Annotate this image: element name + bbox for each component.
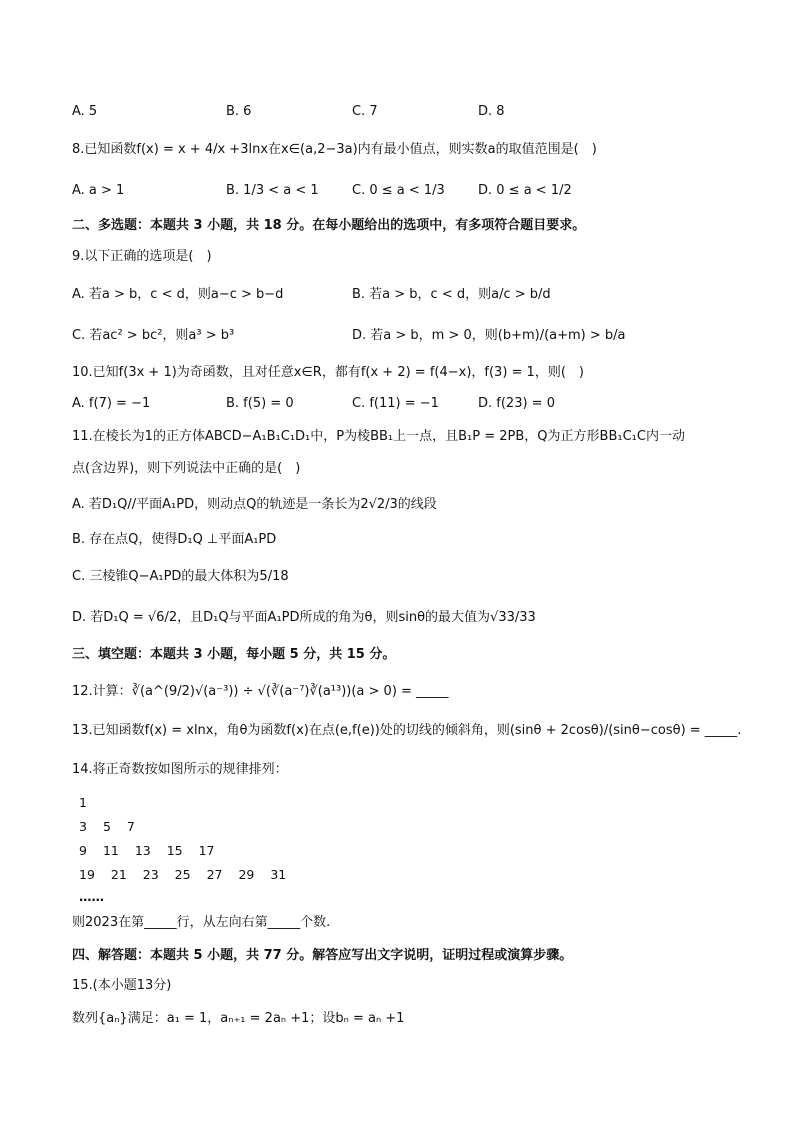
odd-number: 1 [79,795,87,810]
q10-option-c: C. f(11) = −1 [352,396,439,411]
q15-stem: 数列{aₙ}满足：a₁ = 1，aₙ₊₁ = 2aₙ +1；设bₙ = aₙ +1 [72,1011,405,1026]
odd-number: 23 [142,867,159,882]
odd-triangle-row-3 [79,843,227,858]
odd-number: 3 [79,819,87,834]
odd-number: 29 [238,867,255,882]
odd-number: 27 [206,867,223,882]
section-heading-solution: 四、解答题：本题共 5 小题，共 77 分。解答应写出文字说明，证明过程或演算步骤。 [72,948,573,963]
q11-stem-line1: 11.在棱长为1的正方体ABCD−A₁B₁C₁D₁中，P为棱BB₁上一点，且B₁P = 2PB，Q为正方形BB₁C₁C内一动 [72,429,685,444]
q9-option-b: B. 若a > b，c < d，则a/c > b/d [352,287,551,302]
odd-number: 21 [110,867,127,882]
q10-stem: 10.已知f(3x + 1)为奇函数，且对任意x∈R，都有f(x + 2) = f(4−x)，f(3) = 1，则( ) [72,365,584,380]
q13-stem: 13.已知函数f(x) = xlnx，角θ为函数f(x)在点(e,f(e))处的切线的倾斜角，则(sinθ + 2cosθ)/(sinθ−cosθ) = _____. [72,723,742,738]
odd-number: 17 [198,843,215,858]
odd-number: 31 [270,867,287,882]
q14-stem: 14.将正奇数按如图所示的规律排列： [72,762,288,777]
q14-question: 则2023在第_____行，从左向右第_____个数. [72,915,331,930]
q9-option-a: A. 若a > b，c < d，则a−c > b−d [72,287,284,302]
odd-number: 13 [134,843,151,858]
q11-option-c: C. 三棱锥Q−A₁PD的最大体积为5/18 [72,569,289,584]
section-heading-multiple-choice: 二、多选题：本题共 3 小题，共 18 分。在每小题给出的选项中，有多项符合题目要求。 [72,218,586,233]
q11-option-d: D. 若D₁Q = √6/2，且D₁Q与平面A₁PD所成的角为θ，则sinθ的最大值为√33/33 [72,610,536,625]
odd-triangle-row-4 [79,867,298,882]
q7-option-d: D. 8 [478,104,505,119]
q9-stem: 9.以下正确的选项是( ) [72,249,212,264]
odd-triangle-row-1 [79,795,99,810]
q8-option-c: C. 0 ≤ a < 1/3 [352,183,445,198]
odd-number: 15 [166,843,183,858]
odd-number: 11 [102,843,119,858]
q7-option-a: A. 5 [72,104,98,119]
q7-option-b: B. 6 [226,104,252,119]
q10-option-a: A. f(7) = −1 [72,396,151,411]
q11-option-a: A. 若D₁Q//平面A₁PD，则动点Q的轨迹是一条长为2√2/3的线段 [72,497,437,512]
q8-stem: 8.已知函数f(x) = x + 4/x +3lnx在x∈(a,2−3a)内有最小值点，则实数a的取值范围是( ) [72,142,597,157]
q12-stem: 12.计算：∛(a^(9/2)√(a⁻³)) ÷ √(∛(a⁻⁷)∛(a¹³))(a > 0) = _____ [72,684,449,699]
odd-number: 5 [102,819,111,834]
q8-option-b: B. 1/3 < a < 1 [226,183,319,198]
odd-number: 9 [79,843,87,858]
q11-option-b: B. 存在点Q，使得D₁Q ⊥平面A₁PD [72,532,277,547]
odd-triangle-row-2 [79,819,147,834]
q10-option-d: D. f(23) = 0 [478,396,555,411]
q10-option-b: B. f(5) = 0 [226,396,294,411]
q15-title: 15.(本小题13分) [72,978,172,993]
odd-triangle-ellipsis: …… [79,889,104,904]
q9-option-c: C. 若ac² > bc²，则a³ > b³ [72,328,235,343]
q11-stem-line2: 点(含边界)，则下列说法中正确的是( ) [72,461,301,476]
q9-option-d: D. 若a > b，m > 0，则(b+m)/(a+m) > b/a [352,328,626,343]
q7-option-c: C. 7 [352,104,378,119]
odd-number: 7 [126,819,135,834]
q8-option-d: D. 0 ≤ a < 1/2 [478,183,572,198]
odd-number: 19 [79,867,95,882]
section-heading-fill-blank: 三、填空题：本题共 3 小题，每小题 5 分，共 15 分。 [72,647,396,662]
odd-number: 25 [174,867,191,882]
q8-option-a: A. a > 1 [72,183,125,198]
